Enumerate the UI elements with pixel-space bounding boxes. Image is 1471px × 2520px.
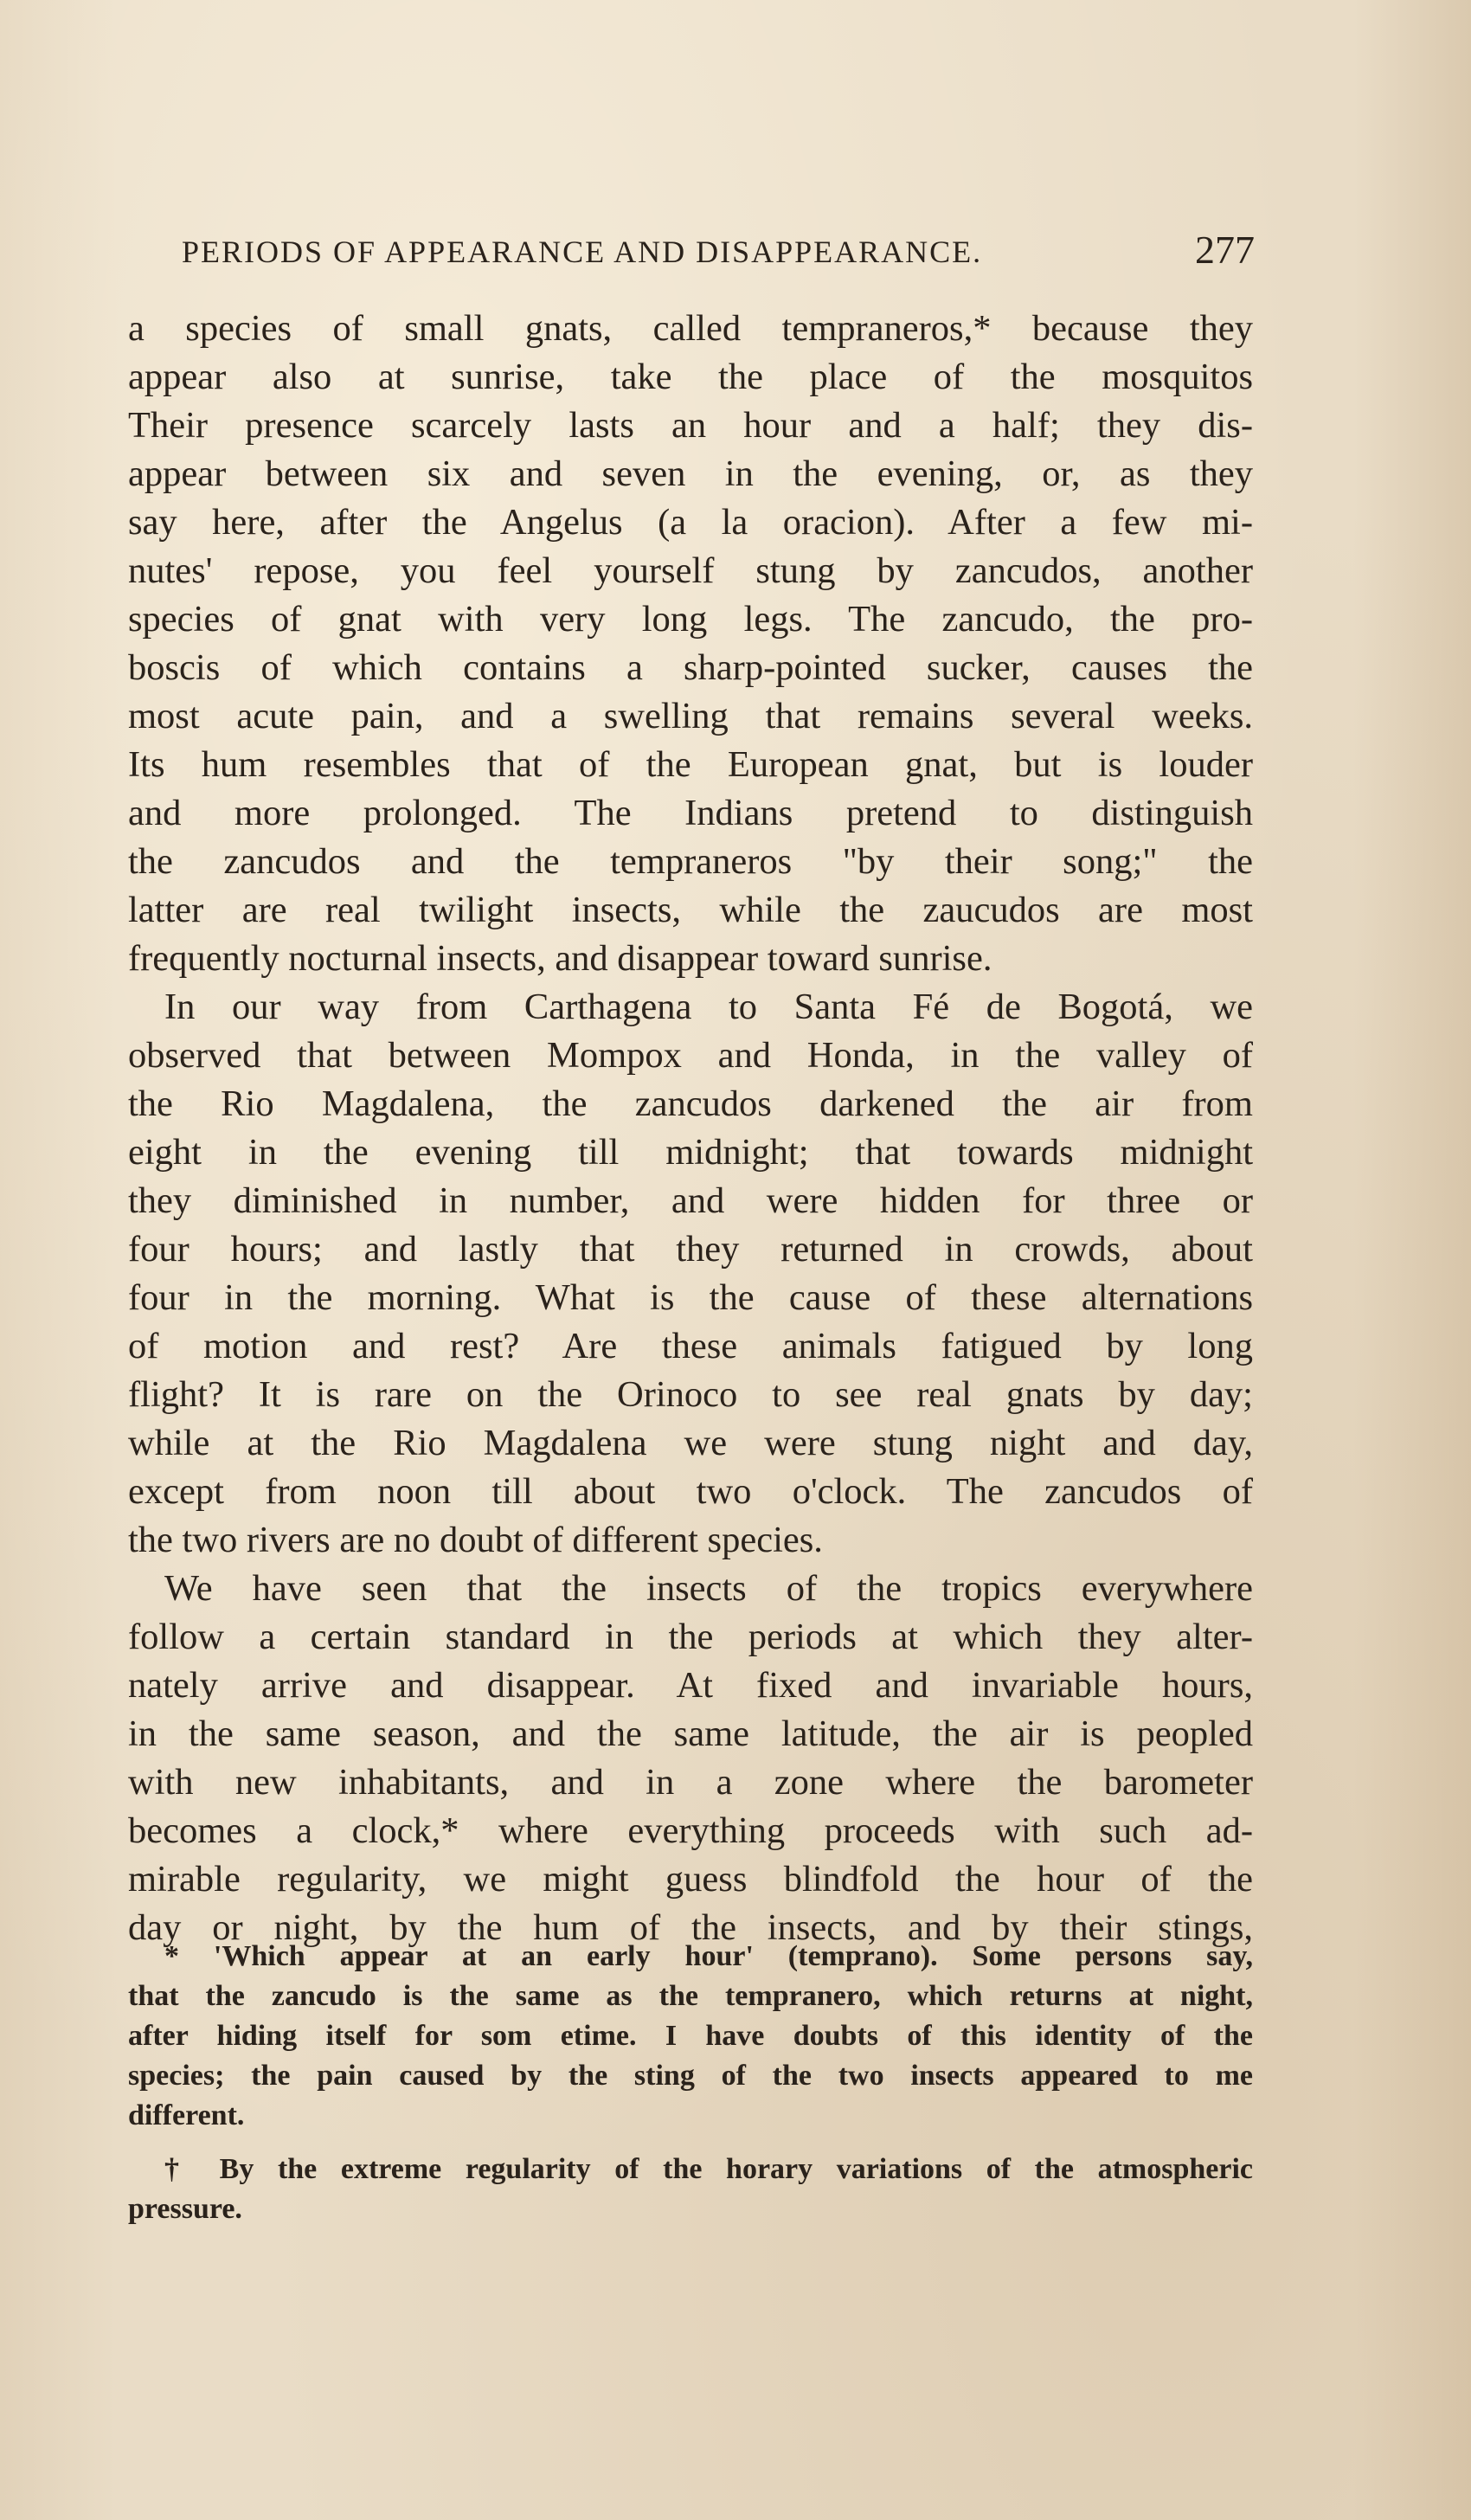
text-line: of motion and rest? Are these animals fatigued by long	[128, 1326, 1253, 1366]
text-line: nutes' repose, you feel yourself stung by zancudos, another	[128, 550, 1253, 591]
text-line: the zancudos and the tempraneros "by their song;" the	[128, 841, 1253, 882]
text-line: and more prolonged. The Indians pretend to distinguish	[128, 793, 1253, 833]
text-line: observed that between Mompox and Honda, in the valley of	[128, 1035, 1253, 1076]
page-header	[182, 227, 1255, 279]
text-line: while at the Rio Magdalena we were stung night and day,	[128, 1423, 1253, 1463]
text-line: flight? It is rare on the Orinoco to see real gnats by day;	[128, 1374, 1253, 1415]
text-line: the Rio Magdalena, the zancudos darkened the air from	[128, 1083, 1253, 1124]
running-head: PERIODS OF APPEARANCE AND DISAPPEARANCE.	[182, 235, 983, 269]
paragraph-start-line: In our way from Carthagena to Santa Fé de Bogotá, we	[164, 987, 1253, 1027]
paragraph-start-line: We have seen that the insects of the tropics everywhere	[164, 1568, 1253, 1609]
text-line: latter are real twilight insects, while the zaucudos are most	[128, 890, 1253, 930]
text-line: say here, after the Angelus (a la oracion). After a few mi-	[128, 502, 1253, 543]
text-line: they diminished in number, and were hidden for three or	[128, 1180, 1253, 1221]
body-text	[128, 305, 1253, 1952]
text-line: day or night, by the hum of the insects, and by their stings,	[128, 1907, 1253, 1948]
text-line: eight in the evening till midnight; that towards midnight	[128, 1132, 1253, 1173]
text-line: a species of small gnats, called tempraneros,* because they	[128, 308, 1253, 349]
footnote-line: that the zancudo is the same as the tempranero, which returns at night,	[128, 1980, 1253, 2012]
text-line: with new inhabitants, and in a zone where the barometer	[128, 1762, 1253, 1803]
text-line: Their presence scarcely lasts an hour and a half; they dis-	[128, 405, 1253, 446]
text-line: appear between six and seven in the evening, or, as they	[128, 453, 1253, 494]
text-line: four hours; and lastly that they returned in crowds, about	[128, 1229, 1253, 1270]
text-line: except from noon till about two o'clock. The zancudos of	[128, 1471, 1253, 1512]
footnote-line: pressure.	[128, 2193, 242, 2225]
text-line: species of gnat with very long legs. The zancudo, the pro-	[128, 599, 1253, 640]
footnote-line: after hiding itself for som etime. I have doubts of this identity of the	[128, 2020, 1253, 2052]
text-line: follow a certain standard in the periods at which they alter-	[128, 1617, 1253, 1657]
footnote-line: † By the extreme regularity of the horary variations of the atmospheric	[164, 2153, 1253, 2185]
text-line: frequently nocturnal insects, and disappear toward sunrise.	[128, 938, 992, 979]
text-line: mirable regularity, we might guess blindfold the hour of the	[128, 1859, 1253, 1900]
text-line: appear also at sunrise, take the place of the mosquitos	[128, 357, 1253, 397]
footnotes	[128, 1937, 1253, 2229]
footnote-line: species; the pain caused by the sting of the two insects appeared to me	[128, 2060, 1253, 2092]
text-line: in the same season, and the same latitude, the air is peopled	[128, 1713, 1253, 1754]
text-line: Its hum resembles that of the European gnat, but is louder	[128, 744, 1253, 785]
text-line: nately arrive and disappear. At fixed and invariable hours,	[128, 1665, 1253, 1706]
page-number: 277	[1195, 228, 1255, 272]
footnote-line: different.	[128, 2099, 245, 2131]
footnote-line: * 'Which appear at an early hour' (temprano). Some persons say,	[164, 1940, 1253, 1972]
text-line: becomes a clock,* where everything proceeds with such ad-	[128, 1810, 1253, 1851]
text-line: boscis of which contains a sharp-pointed sucker, causes the	[128, 647, 1253, 688]
text-line: most acute pain, and a swelling that remains several weeks.	[128, 696, 1253, 736]
text-line: the two rivers are no doubt of different species.	[128, 1520, 823, 1560]
text-line: four in the morning. What is the cause of these alternations	[128, 1277, 1253, 1318]
